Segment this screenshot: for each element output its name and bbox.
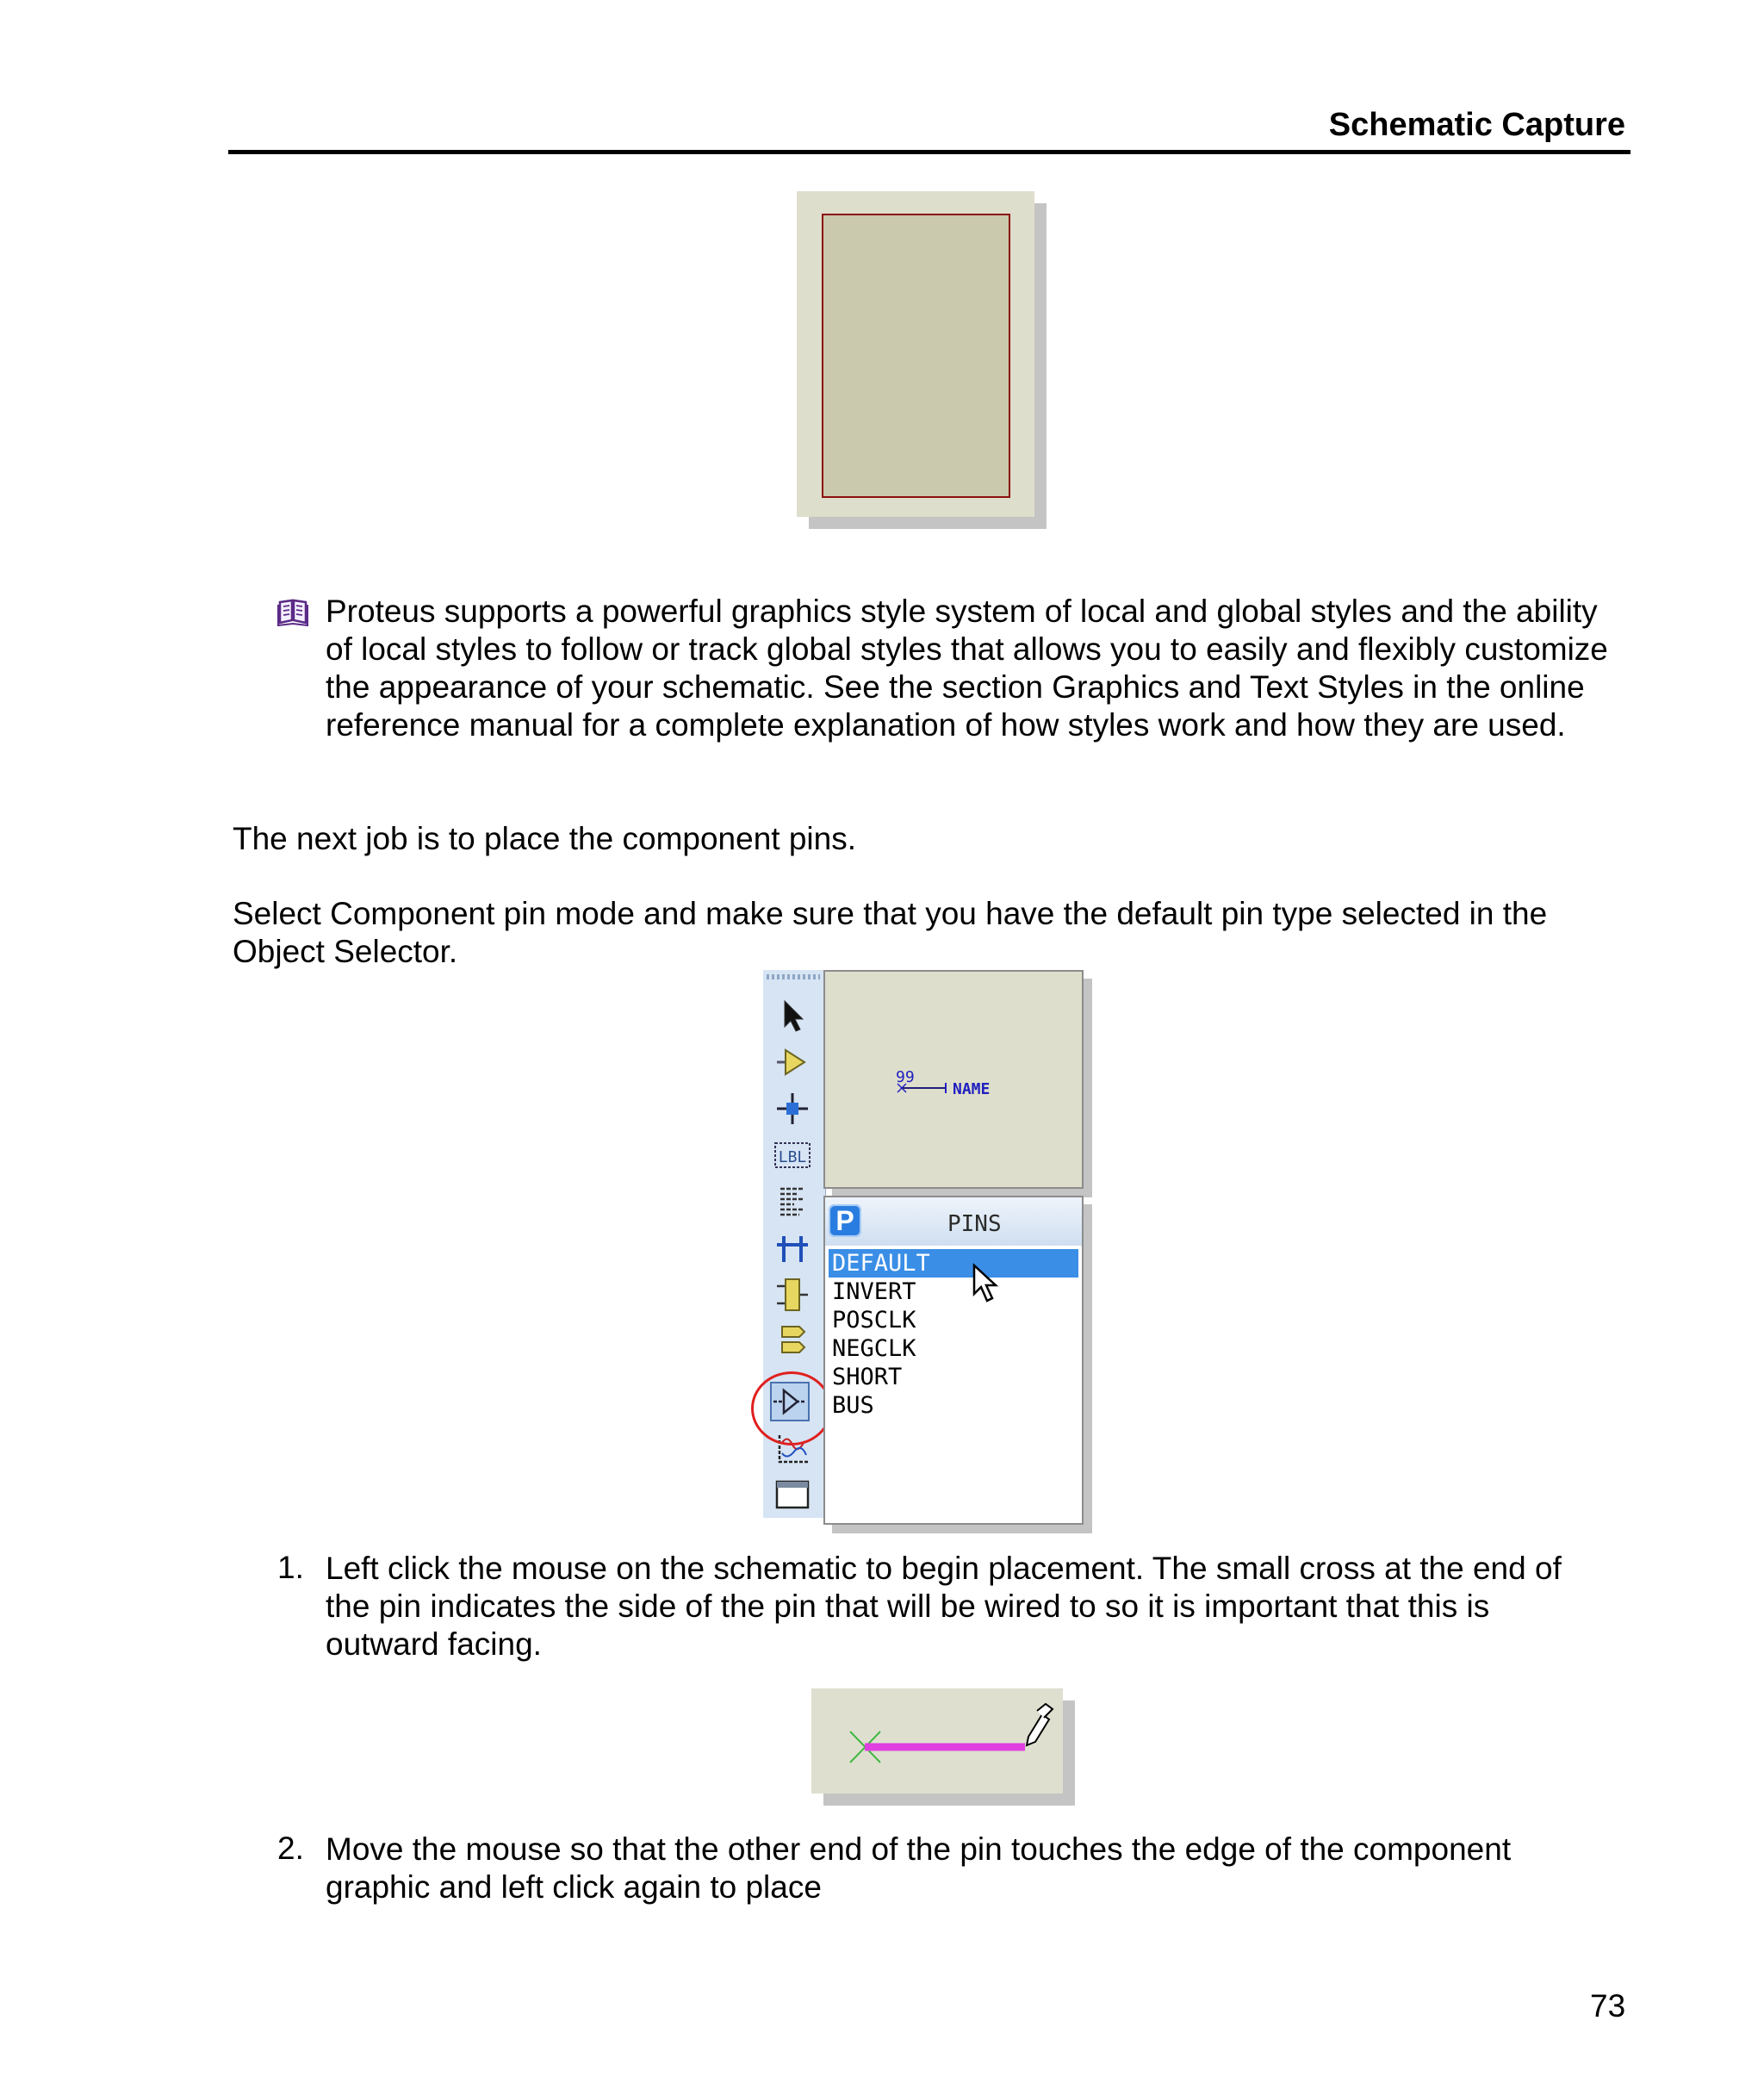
pin-placement-graphic <box>811 1688 1063 1794</box>
highlight-circle <box>751 1371 832 1446</box>
object-selector-title: PINS <box>947 1211 1002 1237</box>
mouse-cursor-icon <box>972 1263 1001 1304</box>
pin-type-item[interactable]: NEGCLK <box>832 1335 916 1362</box>
pin-preview-graphic <box>825 972 1082 1187</box>
object-selector-header <box>825 1197 1082 1246</box>
junction-dot-icon[interactable] <box>770 1089 815 1128</box>
step-number: 1. <box>277 1550 304 1585</box>
wire-label-icon[interactable] <box>770 1135 815 1175</box>
styles-note-text: Proteus supports a powerful graphics style system of local and global styles and the ability of local styles to follow or track global styles that allows you to easily and flexibly customize the appearance of your schematic. See the section Graphics and Text Styles in the online reference manual for a complete explanation of how styles work and how they are used. <box>326 594 1608 743</box>
tape-recorder-icon[interactable] <box>770 1475 815 1514</box>
pin-type-item[interactable]: POSCLK <box>832 1307 916 1334</box>
book-icon <box>277 597 308 626</box>
step-text: Left click the mouse on the schematic to begin placement. The small cross at the end of the pin indicates the side of the pin that will be wired to so it is important that this is outward facing. <box>326 1551 1562 1662</box>
pin-type-item[interactable]: DEFAULT <box>829 1249 1078 1278</box>
selection-arrow-icon[interactable] <box>770 996 815 1035</box>
header-rule <box>228 150 1630 154</box>
step-number: 2. <box>277 1831 304 1866</box>
object-selector <box>823 1196 1084 1525</box>
pin-name-text: NAME <box>953 1080 991 1098</box>
select-mode-paragraph: Select Component pin mode and make sure that you have the default pin type selected in the Object Selector. <box>233 896 1548 969</box>
step-text: Move the mouse so that the other end of the pin touches the edge of the component graphic and left click again to place <box>326 1831 1512 1905</box>
terminals-icon[interactable] <box>770 1321 815 1356</box>
wire-label-text: LBL <box>778 1148 807 1166</box>
subcircuit-icon[interactable] <box>770 1275 815 1315</box>
object-preview-pane <box>823 970 1084 1189</box>
pin-number-text: 99 <box>896 1068 915 1086</box>
pin-type-item[interactable]: SHORT <box>832 1364 903 1390</box>
component-icon[interactable] <box>770 1042 815 1082</box>
buses-icon[interactable] <box>770 1228 815 1268</box>
component-graphic-figure <box>797 191 1034 517</box>
page-number: 73 <box>1590 1988 1626 2024</box>
pin-type-item[interactable]: BUS <box>832 1392 874 1419</box>
pin-type-list <box>829 1249 1078 1420</box>
component-body-rectangle <box>822 214 1010 498</box>
next-job-paragraph: The next job is to place the component pins. <box>233 821 856 856</box>
page-header-title: Schematic Capture <box>1328 107 1625 143</box>
pin-placement-figure <box>811 1688 1063 1794</box>
pick-devices-button[interactable]: P <box>829 1204 861 1237</box>
toolbar-grip <box>767 974 820 979</box>
pin-type-item[interactable]: INVERT <box>832 1278 916 1305</box>
text-script-icon[interactable] <box>770 1182 815 1222</box>
